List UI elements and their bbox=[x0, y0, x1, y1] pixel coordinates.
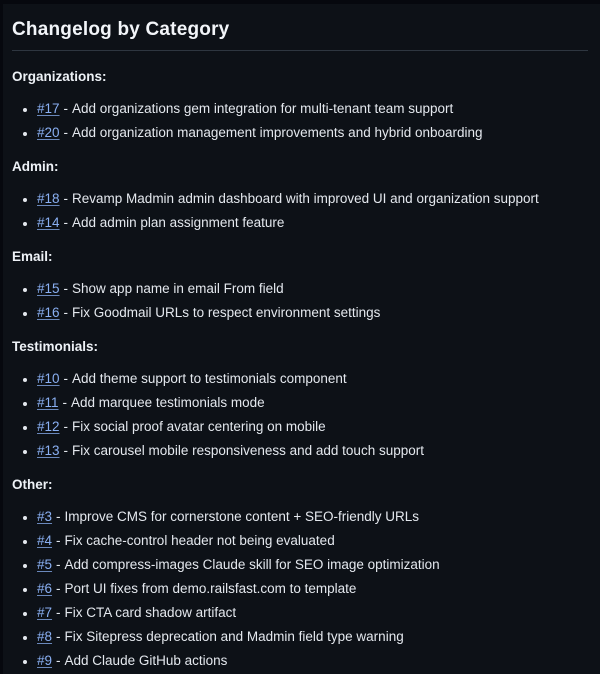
changelog-item bbox=[37, 531, 588, 551]
changelog-list-organizations bbox=[12, 99, 588, 143]
separator: - bbox=[63, 125, 69, 140]
changelog-item bbox=[37, 651, 588, 671]
changelog-item bbox=[37, 579, 588, 599]
item-text: Add compress-images Claude skill for SEO image optimization bbox=[64, 557, 440, 572]
issue-link[interactable]: #18 bbox=[37, 191, 60, 206]
changelog-item bbox=[37, 393, 588, 413]
changelog-item bbox=[37, 555, 588, 575]
item-text: Improve CMS for cornerstone content + SEO-friendly URLs bbox=[64, 509, 420, 524]
changelog-item bbox=[37, 213, 588, 233]
changelog-item bbox=[37, 189, 588, 209]
item-text: Port UI fixes from demo.railsfast.com to template bbox=[64, 581, 357, 596]
separator: - bbox=[63, 101, 69, 116]
changelog-list-email bbox=[12, 279, 588, 323]
section-label-other: Other: bbox=[12, 477, 53, 492]
issue-link[interactable]: #16 bbox=[37, 305, 60, 320]
item-text: Add organization management improvements and hybrid onboarding bbox=[72, 125, 483, 140]
separator: - bbox=[56, 557, 61, 572]
changelog-item bbox=[37, 369, 588, 389]
changelog-list-admin bbox=[12, 189, 588, 233]
separator: - bbox=[56, 533, 61, 548]
item-text: Fix Goodmail URLs to respect environment settings bbox=[72, 305, 381, 320]
separator: - bbox=[62, 395, 68, 410]
issue-link[interactable]: #6 bbox=[37, 581, 53, 596]
issue-link[interactable]: #17 bbox=[37, 101, 60, 116]
issue-link[interactable]: #14 bbox=[37, 215, 60, 230]
markdown-content bbox=[3, 4, 600, 671]
item-text: Fix CTA card shadow artifact bbox=[64, 605, 237, 620]
separator: - bbox=[56, 629, 61, 644]
separator: - bbox=[56, 605, 61, 620]
item-text: Add Claude GitHub actions bbox=[64, 653, 228, 668]
page-title: Changelog by Category bbox=[12, 19, 230, 40]
changelog-item bbox=[37, 603, 588, 623]
issue-link[interactable]: #10 bbox=[37, 371, 60, 386]
item-text: Fix social proof avatar centering on mobile bbox=[72, 419, 326, 434]
separator: - bbox=[63, 419, 69, 434]
changelog-item bbox=[37, 417, 588, 437]
issue-link[interactable]: #5 bbox=[37, 557, 53, 572]
item-text: Show app name in email From field bbox=[72, 281, 284, 296]
issue-link[interactable]: #7 bbox=[37, 605, 53, 620]
item-text: Add admin plan assignment feature bbox=[72, 215, 285, 230]
separator: - bbox=[63, 443, 69, 458]
issue-link[interactable]: #8 bbox=[37, 629, 53, 644]
changelog-list-testimonials bbox=[12, 369, 588, 461]
changelog-item bbox=[37, 303, 588, 323]
separator: - bbox=[56, 509, 61, 524]
title-divider bbox=[12, 50, 588, 51]
section-label-email: Email: bbox=[12, 249, 53, 264]
item-text: Fix cache-control header not being evaluated bbox=[64, 533, 335, 548]
issue-link[interactable]: #12 bbox=[37, 419, 60, 434]
item-text: Add marquee testimonials mode bbox=[71, 395, 265, 410]
changelog-list-other bbox=[12, 507, 588, 671]
issue-link[interactable]: #15 bbox=[37, 281, 60, 296]
separator: - bbox=[63, 305, 69, 320]
item-text: Revamp Madmin admin dashboard with improved UI and organization support bbox=[72, 191, 539, 206]
separator: - bbox=[56, 581, 61, 596]
changelog-item bbox=[37, 99, 588, 119]
changelog-item bbox=[37, 123, 588, 143]
item-text: Fix carousel mobile responsiveness and add touch support bbox=[72, 443, 424, 458]
issue-link[interactable]: #20 bbox=[37, 125, 60, 140]
issue-link[interactable]: #3 bbox=[37, 509, 53, 524]
issue-link[interactable]: #4 bbox=[37, 533, 53, 548]
separator: - bbox=[63, 281, 69, 296]
section-label-admin: Admin: bbox=[12, 159, 59, 174]
changelog-item bbox=[37, 441, 588, 461]
item-text: Add theme support to testimonials component bbox=[72, 371, 347, 386]
separator: - bbox=[63, 215, 69, 230]
changelog-item bbox=[37, 627, 588, 647]
section-label-testimonials: Testimonials: bbox=[12, 339, 99, 354]
issue-link[interactable]: #13 bbox=[37, 443, 60, 458]
separator: - bbox=[63, 191, 69, 206]
item-text: Add organizations gem integration for multi-tenant team support bbox=[72, 101, 454, 116]
section-label-organizations: Organizations: bbox=[12, 69, 107, 84]
item-text: Fix Sitepress deprecation and Madmin field type warning bbox=[64, 629, 404, 644]
changelog-item bbox=[37, 507, 588, 527]
separator: - bbox=[63, 371, 69, 386]
issue-link[interactable]: #11 bbox=[37, 395, 59, 410]
issue-link[interactable]: #9 bbox=[37, 653, 53, 668]
changelog-item bbox=[37, 279, 588, 299]
separator: - bbox=[56, 653, 61, 668]
